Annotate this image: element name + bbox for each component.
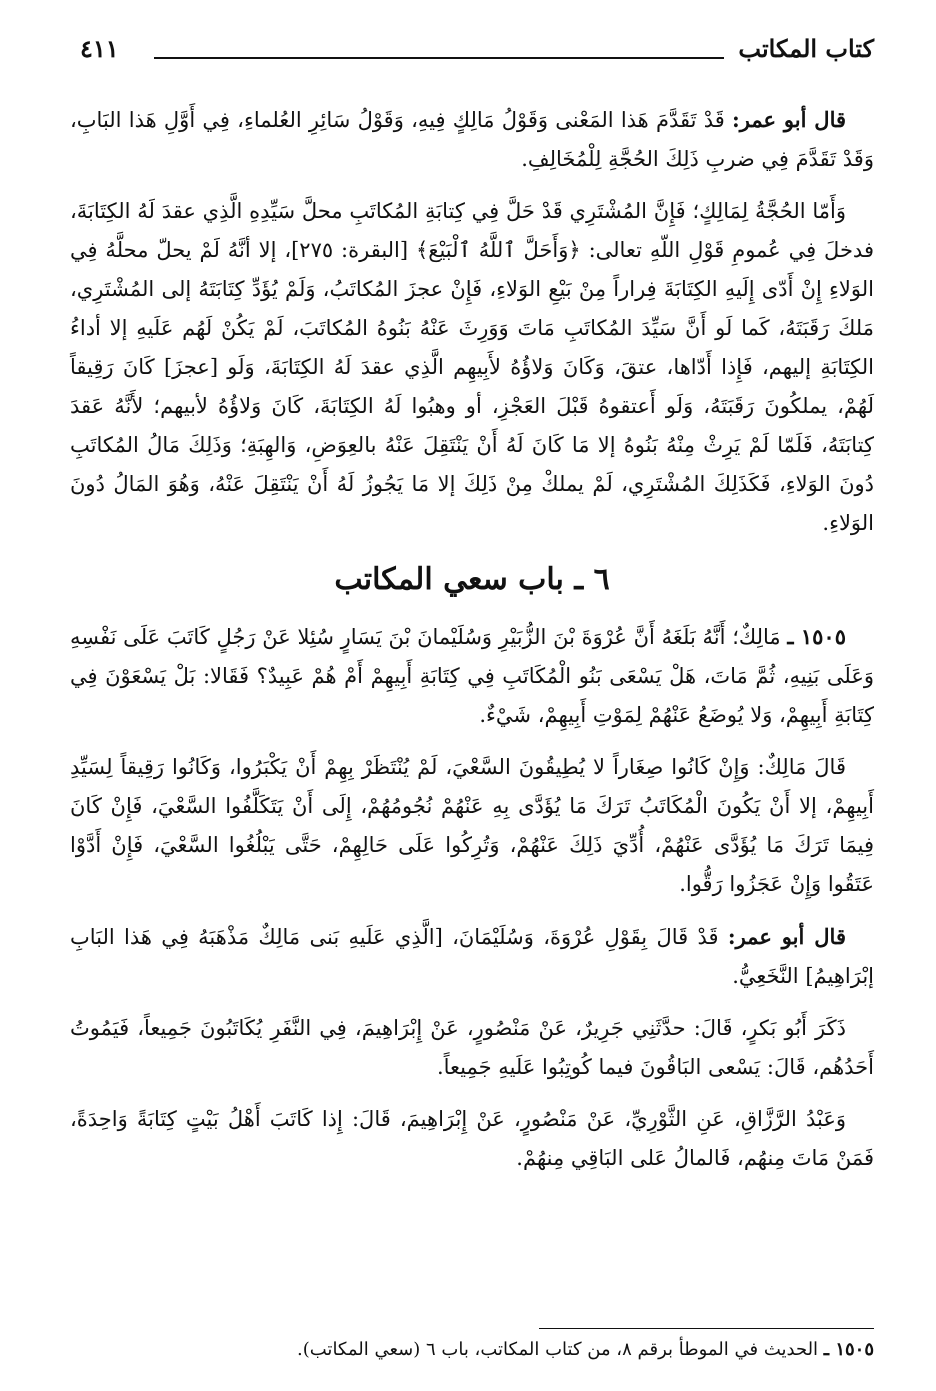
footnote-number: ١٥٠٥ ـ [823, 1339, 874, 1360]
running-title: كتاب المكاتب [738, 34, 874, 63]
paragraph [70, 1009, 874, 1087]
paragraph-text: ذَكَرَ أَبُو بَكرٍ، قَالَ: حدَّثَنِي جَرِيرٌ، عَنْ مَنْصُورٍ، عَنْ إِبْرَاهِيمَ، فِي النَّفَرِ يُكَاتَبُونَ جَمِيعاً، فَيَمُوتُ أَحَدُهُم، قَالَ: يَسْعى البَاقُونَ فيما كُوتِبُوا عَلَيهِ جَمِيعاً. [70, 1016, 874, 1079]
paragraph [70, 917, 874, 996]
section-heading: ٦ ـ باب سعي المكاتب [334, 562, 610, 597]
paragraph [70, 192, 874, 543]
paragraph [70, 748, 874, 904]
hadith-number: ١٥٠٥ ـ [787, 624, 846, 649]
page-number: ٤١١ [80, 34, 119, 63]
page-header [80, 30, 874, 74]
paragraph-text: قَدْ قَالَ بِقَوْلِ عُرْوَةَ، وَسُلَيْمَانَ، [الَّذِي عَلَيهِ بَنى مَالِكٌ مَذْهَبَهُ فِي هَذا البَابِ إبْرَاهِيمُ] النَّخَعِيُّ. [70, 925, 874, 988]
main-text [70, 100, 874, 1191]
paragraph-text: وَأَمّا الحُجَّةُ لِمَالِكٍ؛ فَإِنَّ المُشْتَرِي قَدْ حَلَّ فِي كِتابَةِ المُكاتَبِ محلَّ سَيِّدِهِ الَّذِي عقدَ لَهُ الكِتَابَةَ، فدخلَ فِي عُمومِ قَوْلِ اللّهِ تعالى: ﴿وَأَحَلَّ ٱللَّهُ ٱلْبَيْعَ﴾ [البقرة: ٢٧٥]، إلا أنَّهُ لَمْ يحلّ محلَّهُ فِي الوَلاءِ إِنْ أَدّى إِلَيهِ الكِتَابَةَ فِراراً مِنْ بَيْعِ الوَلاءِ، فَإِنْ عجزَ المُكاتَبُ، وَلَمْ يُؤَدِّ كِتَابَتَهُ إلى المُشْتَرِي، مَلكَ رَقَبَتَهُ، كَما لَو أَنَّ سَيِّدَ المُكاتَبِ مَاتَ وَوَرِثَ عَنْهُ بَنُوهُ المُكاتَبَ، لَمْ يَكُنْ لَهُم عَلَيهِ إلا أداءُ الكِتَابَةِ إليهم، فَإِذا أَدّاها، عتقَ، وَكَانَ وَلاؤُهُ لأَبِيهِم الَّذِي عقدَ لَهُ الكِتَابَةَ، وَلَو [عجزَ] كَانَ رَقِيقاً لَهُمْ، يملكُونَ رَقَبَتَهُ، وَلَو أَعتقوهُ قَبْلَ العَجْزِ، أو وهبُوا لَهُ الكِتَابَةَ، كَانَ وَلاؤُهُ لأبيهم؛ لأَنَّهُ عَقدَ كِتابَتَهُ، فَلَمّا لَمْ يَرِثْ مِنْهُ بَنُوهُ إلا مَا كَانَ لَهُ أَنْ يَنْتَقِلَ عَنْهُ بالعِوَضِ، وَالهِبَةِ؛ وَذَلِكَ مَالُ المُكاتَبِ دُونَ الوَلاءِ، فَكَذَلِكَ المُشْتَرِي، لَمْ يملكْ مِنْ ذَلِكَ إلا مَا يَجُوزُ لَهُ أَنْ يَنْتَقِلَ عَنْهُ، وَهُوَ المَالُ دُونَ الوَلاءِ. [70, 199, 874, 535]
footnote-text: الحديث في الموطأ برقم ٨، من كتاب المكاتب، باب ٦ (سعي المكاتب). [297, 1339, 824, 1360]
paragraph [70, 1100, 874, 1178]
paragraph [70, 617, 874, 735]
footnote [70, 1336, 874, 1364]
paragraph-lead: قال أبو عمر: [727, 924, 846, 949]
paragraph-text: قَدْ تَقَدَّمَ هَذا المَعْنى وَقَوْلُ مَالِكٍ فِيهِ، وَقَوْلُ سَائِرِ العُلماءِ، فِي أَوَّلِ هَذا البَابِ، وَقَدْ تَقَدَّمَ فِي ضربِ ذَلِكَ الحُجَّةِ لِلْمُخَالِفِ. [70, 108, 874, 171]
paragraph-text: وَعَبْدُ الرَّزَّاقِ، عَنِ الثَّوْرِيِّ، عَنْ مَنْصُورٍ، عَنْ إِبْرَاهِيمَ، قَالَ: إِذا كَاتَبَ أَهْلُ بَيْتٍ كِتَابَةً وَاحِدَةً، فَمَنْ مَاتَ مِنهُم، فَالمالُ عَلى البَاقِي مِنهُمْ. [70, 1107, 874, 1170]
footnote-separator [539, 1328, 874, 1329]
paragraph-lead: قال أبو عمر: [732, 107, 847, 132]
paragraph [70, 100, 874, 179]
header-rule [154, 57, 724, 59]
paragraph-text: قَالَ مَالِكٌ: وَإِنْ كَانُوا صِغَاراً لا يُطِيقُونَ السَّعْيَ، لَمْ يُنْتَظَرْ بِهِمْ أَنْ يَكْبَرُوا، وَكَانُوا رَقِيقاً لِسَيِّدِ أَبِيهِمْ، إلا أَنْ يَكُونَ الْمُكَاتَبُ تَرَكَ مَا يُؤَدَّى بِهِ عَنْهُمْ نُجُومُهُمْ، إِلَى أَنْ يَتَكَلَّفُوا السَّعْيَ، فَإِنْ كَانَ فِيمَا تَرَكَ مَا يُؤَدَّى عَنْهُمْ، أُدِّيَ ذَلِكَ عَنْهُمْ، وَتُرِكُوا عَلَى حَالِهِمْ، حَتَّى يَبْلُغُوا السَّعْيَ، فَإِنْ أَدَّوْا عَتَقُوا وَإِنْ عَجَزُوا رَقُّوا. [70, 755, 874, 896]
paragraph-text: مَالِكٌ؛ أَنَّهُ بَلَغَهُ أَنَّ عُرْوَةَ بْنَ الزُّبَيْرِ وَسُلَيْمانَ بْنَ يَسَارٍ سُئِلا عَنْ رَجُلٍ كَاتَبَ عَلَى نَفْسِهِ وَعَلَى بَنِيهِ، ثُمَّ مَاتَ، هَلْ يَسْعَى بَنُو الْمُكَاتَبِ فِي كِتَابَةِ أَبِيهِمْ أَمْ هُمْ عَبِيدٌ؟ فَقَالا: بَلْ يَسْعَوْنَ فِي كِتَابَةِ أَبِيهِمْ، وَلا يُوضَعُ عَنْهُمْ لِمَوْتِ أَبِيهِمْ، شَيْءٌ. [70, 625, 874, 727]
